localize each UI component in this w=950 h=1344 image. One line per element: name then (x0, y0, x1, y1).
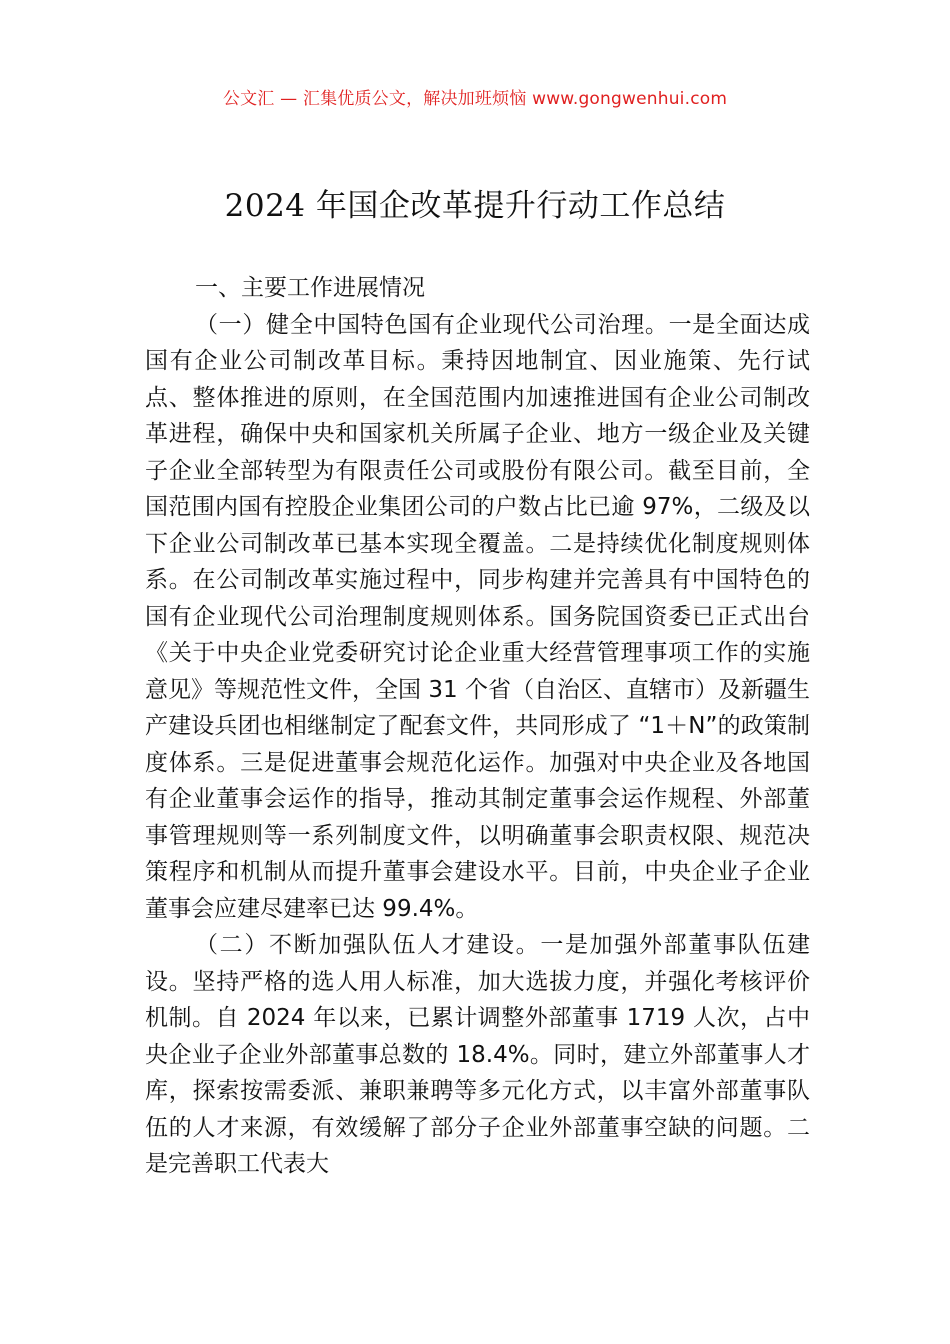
section-heading: 一、主要工作进展情况 (195, 275, 425, 301)
body-paragraph-2: （二）不断加强队伍人才建设。一是加强外部董事队伍建设。坚持严格的选人用人标准，加大选拔力度，并强化考核评价机制。自 2024 年以来，已累计调整外部董事 1719 人次，占中央企业子企业外部董事总数的 18.4%。同时，建立外部董事人才库，探索按需委派、兼职兼聘等多元化方式，以丰富外部董事队伍的人才来源，有效缓解了部分子企业外部董事空缺的问题。二是完善职工代表大 (145, 932, 810, 1177)
document-title: 2024 年国企改革提升行动工作总结 (224, 188, 726, 224)
body-paragraph-1: （一）健全中国特色国有企业现代公司治理。一是全面达成国有企业公司制改革目标。秉持因地制宜、因业施策、先行试点、整体推进的原则，在全国范围内加速推进国有企业公司制改革进程，确保中央和国家机关所属子企业、地方一级企业及关键子企业全部转型为有限责任公司或股份有限公司。截至目前，全国范围内国有控股企业集团公司的户数占比已逾 97%，二级及以下企业公司制改革已基本实现全覆盖。二是持续优化制度规则体系。在公司制改革实施过程中，同步构建并完善具有中国特色的国有企业现代公司治理制度规则体系。国务院国资委已正式出台《关于中央企业党委研究讨论企业重大经营管理事项工作的实施意见》等规范性文件，全国 31 个省（自治区、直辖市）及新疆生产建设兵团也相继制定了配套文件，共同形成了 “1＋N”的政策制度体系。三是促进董事会规范化运作。加强对中央企业及各地国有企业董事会运作的指导，推动其制定董事会运作规程、外部董事管理规则等一系列制度文件，以明确董事会职责权限、规范决策程序和机制从而提升董事会建设水平。目前，中央企业子企业董事会应建尽建率已达 99.4%。 (145, 311, 810, 922)
watermark-banner: 公文汇 — 汇集优质公文，解决加班烦恼 www.gongwenhui.com (222, 89, 728, 109)
document-body (145, 270, 810, 1183)
